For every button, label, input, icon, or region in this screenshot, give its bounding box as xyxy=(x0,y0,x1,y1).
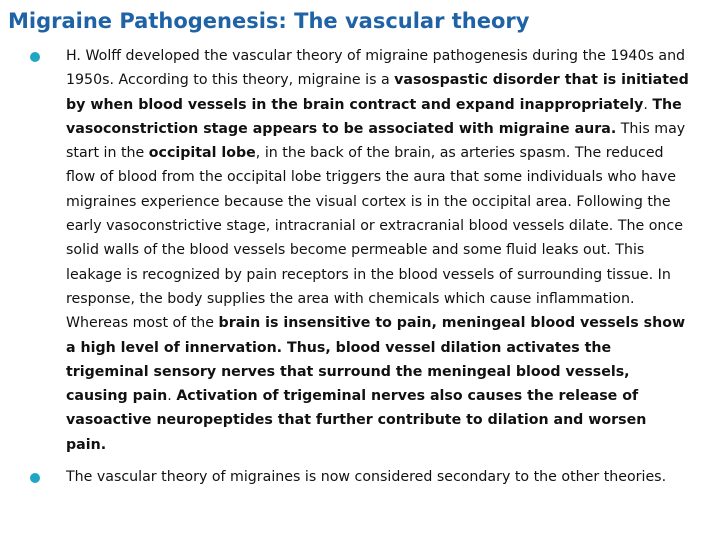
text-segment: The vascular theory of migraines is now considered secondary to the other theories. xyxy=(66,469,667,486)
bullet-dot-icon xyxy=(30,52,40,62)
bold-text-segment: Activation of trigeminal nerves also causes the release of vasoactive neuropeptides that further contribute to dilation and worsen pain. xyxy=(66,388,647,453)
text-segment: H. Wolff developed the vascular theory of migraine pathogenesis during the 1940s and 1950s. According to this theory, migraine is a xyxy=(66,48,686,89)
bullet-list xyxy=(30,44,690,489)
bold-text-segment: The vasoconstriction stage appears to be associated with migraine aura. xyxy=(66,96,682,137)
bullet-dot-icon xyxy=(30,473,40,483)
bold-text-segment: occipital lobe xyxy=(148,145,256,162)
bullet-text xyxy=(66,469,666,485)
text-segment: , in the back of the brain, as arteries spasm. The reduced flow of blood from the occipital lobe triggers the aura that some individuals who have migraines experience because the visual cortex is in the occipital area. Following the early vasoconstrictive stage, intracranial or extracranial blood vessels dilate. The once solid walls of the blood vessels become permeable and some fluid leaks out. This leakage is recognized by pain receptors in the blood vessels of surrounding tissue. In response, the body supplies the area with chemicals which cause inflammation. Whereas most of the xyxy=(66,145,683,332)
bold-text-segment: vasospastic disorder that is initiated by when blood vessels in the brain contract and expand inappropriately xyxy=(66,72,689,113)
text-segment: This may start in the xyxy=(66,120,686,162)
bullet-text xyxy=(66,48,689,453)
text-segment: . xyxy=(643,96,653,113)
slide-title: Migraine Pathogenesis: The vascular theory xyxy=(8,9,530,33)
bullet-item xyxy=(30,465,690,489)
bold-text-segment: brain is insensitive to pain, meningeal blood vessels show a high level of innervation. Thus, blood vessel dilation activates the trigeminal sensory nerves that surround the meningeal blood vessels, causing pain xyxy=(66,315,686,405)
bullet-item xyxy=(30,44,690,457)
text-segment: . xyxy=(167,388,177,405)
